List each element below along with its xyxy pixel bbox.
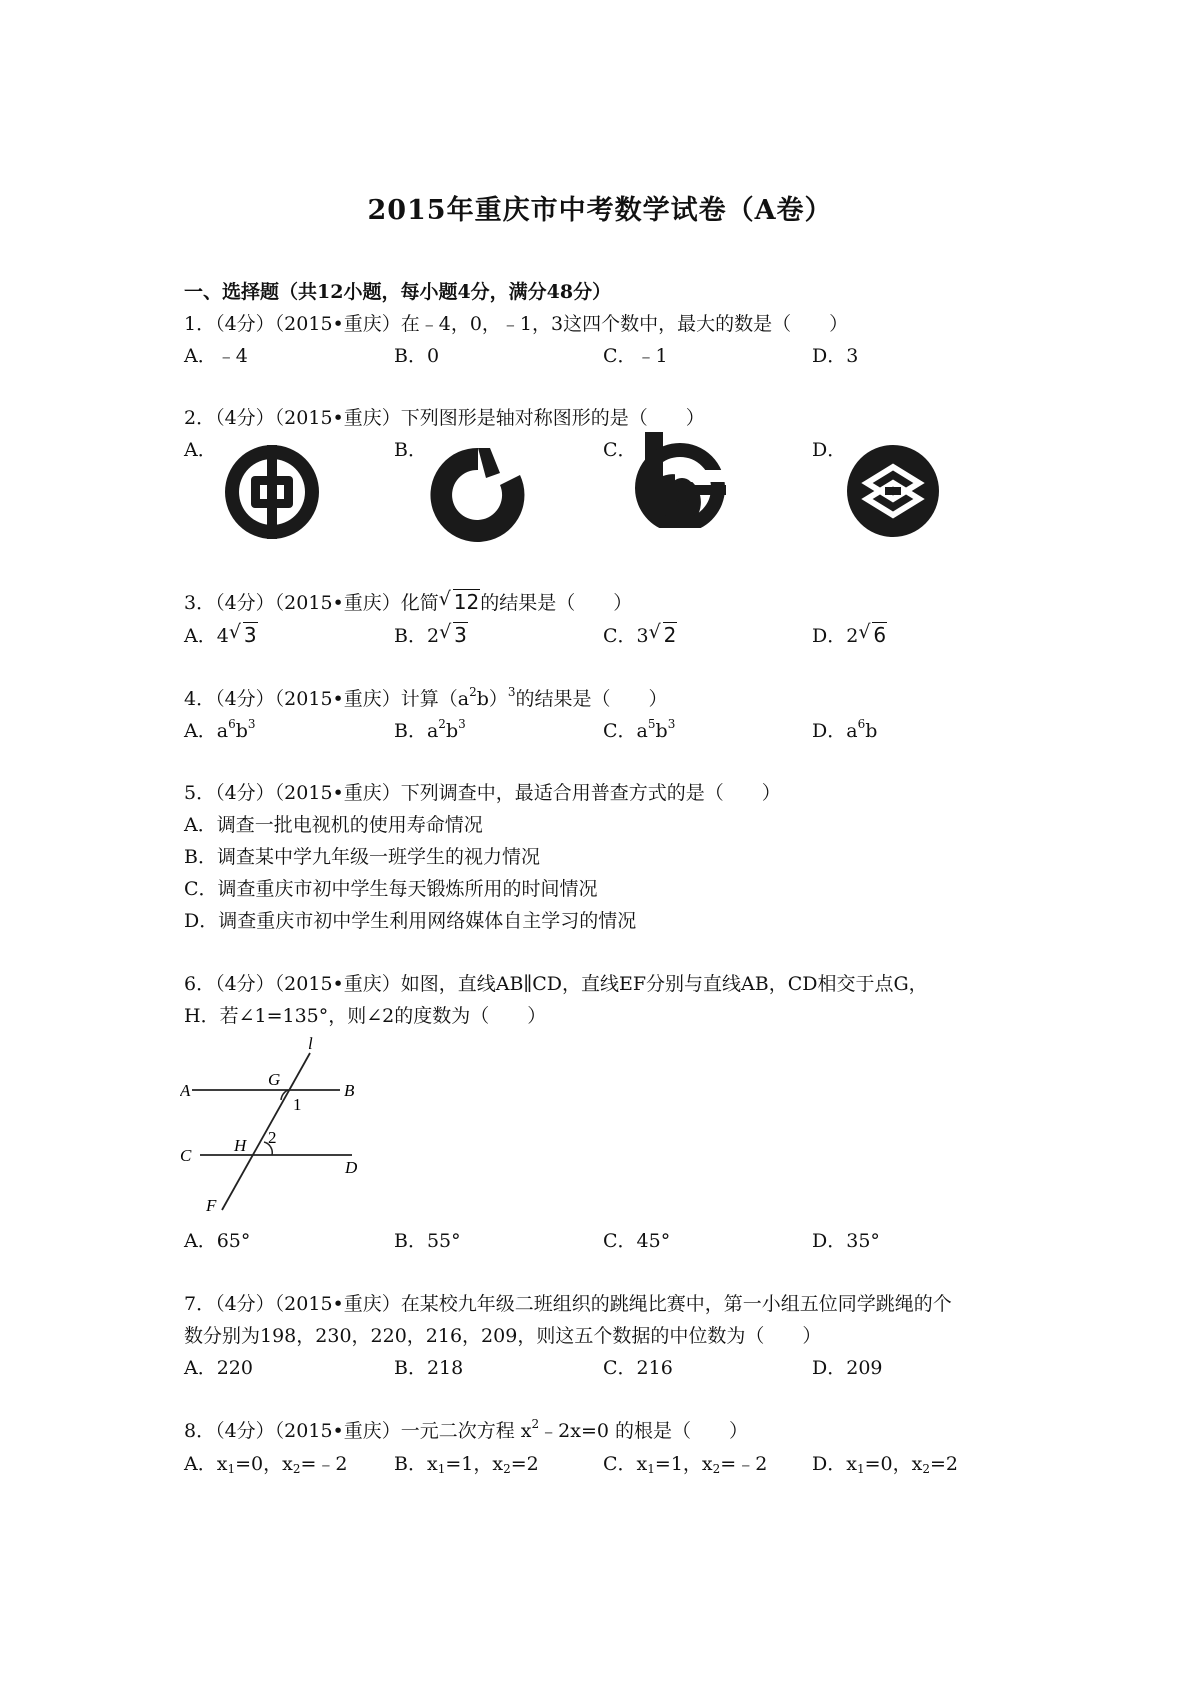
question-7-stem-line-2: 数分别为198，230，220，216，209，则这五个数据的中位数为（ ） xyxy=(184,1325,822,1347)
subscript: 2 xyxy=(922,1462,930,1476)
sqrt-12-radicand: 12 xyxy=(453,590,480,614)
exponent: 5 xyxy=(647,717,656,731)
question-6-option-b: B．55° xyxy=(394,1230,461,1252)
question-7-option-a: A．220 xyxy=(184,1357,253,1379)
label-l: l xyxy=(308,1035,313,1053)
term: b xyxy=(235,720,248,742)
term: =2 xyxy=(929,1453,958,1475)
question-2-option-b: B． xyxy=(394,439,427,461)
option-c-radicand: 2 xyxy=(663,623,677,647)
label-c: C xyxy=(180,1146,192,1165)
term: =2 xyxy=(510,1453,539,1475)
question-7-option-c: C．216 xyxy=(603,1357,673,1379)
question-5-option-b: B．调查某中学九年级一班学生的视力情况 xyxy=(184,846,540,868)
question-3-stem xyxy=(184,588,632,615)
label-b: B xyxy=(344,1081,355,1100)
option-a-radical: √ 3 xyxy=(228,621,257,647)
question-4-stem xyxy=(184,684,668,711)
exponent: 3 xyxy=(247,717,256,731)
exponent: 2 xyxy=(438,717,446,731)
question-7-option-b: B．218 xyxy=(394,1357,464,1379)
question-3-option-c xyxy=(603,621,677,648)
option-c-coefficient: C．3 xyxy=(603,625,649,647)
question-8-option-b xyxy=(394,1449,539,1476)
question-4-option-b xyxy=(394,716,466,743)
subscript: 2 xyxy=(712,1462,721,1476)
exponent: 3 xyxy=(667,717,676,731)
question-3-stem-suffix: 的结果是（ ） xyxy=(480,592,633,614)
term: B．x xyxy=(394,1453,438,1475)
question-6-stem-line-2: H．若∠1=135°，则∠2的度数为（ ） xyxy=(184,1005,547,1027)
question-1-option-d: D．3 xyxy=(812,345,859,367)
label-angle-2: 2 xyxy=(268,1128,277,1147)
subscript: 2 xyxy=(503,1462,511,1476)
question-7-option-d: D．209 xyxy=(812,1357,883,1379)
bank-of-china-logo-icon xyxy=(222,442,322,542)
q4-stem-part1: 4．（4分）（2015•重庆）计算（a xyxy=(184,688,470,710)
question-2-option-c: C． xyxy=(603,439,637,461)
term: b xyxy=(865,720,878,742)
term: B．a xyxy=(394,720,439,742)
option-b-radicand: 3 xyxy=(454,623,467,647)
term: =0，x xyxy=(235,1453,293,1475)
option-a-coefficient: A．4 xyxy=(184,625,229,647)
question-1-option-c: C．﹣1 xyxy=(603,345,668,367)
label-a: A xyxy=(180,1081,191,1100)
subscript: 1 xyxy=(437,1462,446,1476)
question-6-option-c: C．45° xyxy=(603,1230,671,1252)
option-d-radical: √ 6 xyxy=(858,621,887,647)
option-c-radical: √ 2 xyxy=(648,621,677,647)
option-a-radicand: 3 xyxy=(243,623,257,647)
question-3-stem-prefix: 3．（4分）（2015•重庆）化简 xyxy=(184,592,439,614)
option-b-coefficient: B．2 xyxy=(394,625,440,647)
term: C．x xyxy=(603,1453,648,1475)
q8-stem-part1: 8．（4分）（2015•重庆）一元二次方程 x xyxy=(184,1420,532,1442)
question-8-stem xyxy=(184,1416,748,1443)
sqrt-12: √ 12 xyxy=(438,588,480,614)
question-4-option-c xyxy=(603,716,675,743)
exponent: 3 xyxy=(458,717,466,731)
q8-stem-part2: ﹣2x=0 的根是（ ） xyxy=(539,1420,748,1442)
label-d: D xyxy=(345,1158,358,1177)
subscript: 1 xyxy=(856,1462,865,1476)
term: b xyxy=(655,720,668,742)
question-2-option-a: A． xyxy=(184,439,217,461)
term: =﹣2 xyxy=(720,1453,768,1475)
question-8-option-d xyxy=(812,1449,958,1476)
term: =1，x xyxy=(654,1453,713,1475)
question-4-option-d xyxy=(812,716,877,743)
label-h: H xyxy=(234,1136,247,1155)
subscript: 1 xyxy=(647,1462,655,1476)
question-5-stem: 5．（4分）（2015•重庆）下列调查中，最适合用普查方式的是（ ） xyxy=(184,782,781,804)
parallel-lines-figure xyxy=(180,1035,380,1215)
section-heading: 一、选择题（共12小题，每小题4分，满分48分） xyxy=(184,281,612,303)
term: =0，x xyxy=(864,1453,923,1475)
question-6-option-d: D．35° xyxy=(812,1230,880,1252)
question-5-option-a: A．调查一批电视机的使用寿命情况 xyxy=(184,814,483,836)
question-3-option-a xyxy=(184,621,258,648)
term: C．a xyxy=(603,720,648,742)
page-title: 2015年重庆市中考数学试卷（A卷） xyxy=(367,195,833,226)
subscript: 2 xyxy=(292,1462,301,1476)
question-2-option-d: D． xyxy=(812,439,847,461)
label-angle-1: 1 xyxy=(293,1095,302,1114)
question-5-option-c: C．调查重庆市初中学生每天锻炼所用的时间情况 xyxy=(184,878,598,900)
transversal-ef xyxy=(222,1053,310,1210)
option-d-coefficient: D．2 xyxy=(812,625,859,647)
question-2-stem: 2．（4分）（2015•重庆）下列图形是轴对称图形的是（ ） xyxy=(184,407,705,429)
question-8-option-a xyxy=(184,1449,347,1476)
china-mobile-logo-icon xyxy=(845,443,941,539)
option-b-radical: √ 3 xyxy=(439,621,467,647)
term: D．a xyxy=(812,720,858,742)
term: A．x xyxy=(184,1453,228,1475)
q4-exponent-1: 2 xyxy=(469,685,477,699)
exponent: 6 xyxy=(228,717,236,731)
question-3-option-d xyxy=(812,621,887,648)
label-f: F xyxy=(206,1196,217,1215)
subscript: 1 xyxy=(227,1462,236,1476)
question-6-stem-line-1: 6．（4分）（2015•重庆）如图，直线AB∥CD，直线EF分别与直线AB，CD相交于点G， xyxy=(184,973,928,995)
term: b xyxy=(445,720,459,742)
q4-exponent-2: 3 xyxy=(507,685,516,699)
term: =﹣2 xyxy=(300,1453,348,1475)
label-g: G xyxy=(268,1070,281,1089)
question-3-option-b xyxy=(394,621,468,648)
q4-stem-part2: b） xyxy=(476,688,508,710)
question-1-option-b: B．0 xyxy=(394,345,440,367)
term: D．x xyxy=(812,1453,857,1475)
question-5-option-d: D．调查重庆市初中学生利用网络媒体自主学习的情况 xyxy=(184,910,637,932)
question-4-option-a xyxy=(184,716,256,743)
question-1-option-a: A．﹣4 xyxy=(184,345,248,367)
question-6-option-a: A．65° xyxy=(184,1230,251,1252)
exponent: 6 xyxy=(857,717,866,731)
q4-stem-part3: 的结果是（ ） xyxy=(515,688,668,710)
question-1-stem: 1．（4分）（2015•重庆）在﹣4，0，﹣1，3这四个数中，最大的数是（ ） xyxy=(184,313,849,335)
question-8-option-c xyxy=(603,1449,767,1476)
term: A．a xyxy=(184,720,229,742)
unicom-style-logo-icon xyxy=(635,430,735,528)
q8-exponent: 2 xyxy=(531,1417,540,1431)
option-d-radicand: 6 xyxy=(873,623,887,647)
question-7-stem-line-1: 7．（4分）（2015•重庆）在某校九年级二班组织的跳绳比赛中，第一小组五位同学跳绳的个 xyxy=(184,1293,952,1315)
construction-bank-logo-icon xyxy=(428,445,528,545)
term: =1，x xyxy=(445,1453,504,1475)
